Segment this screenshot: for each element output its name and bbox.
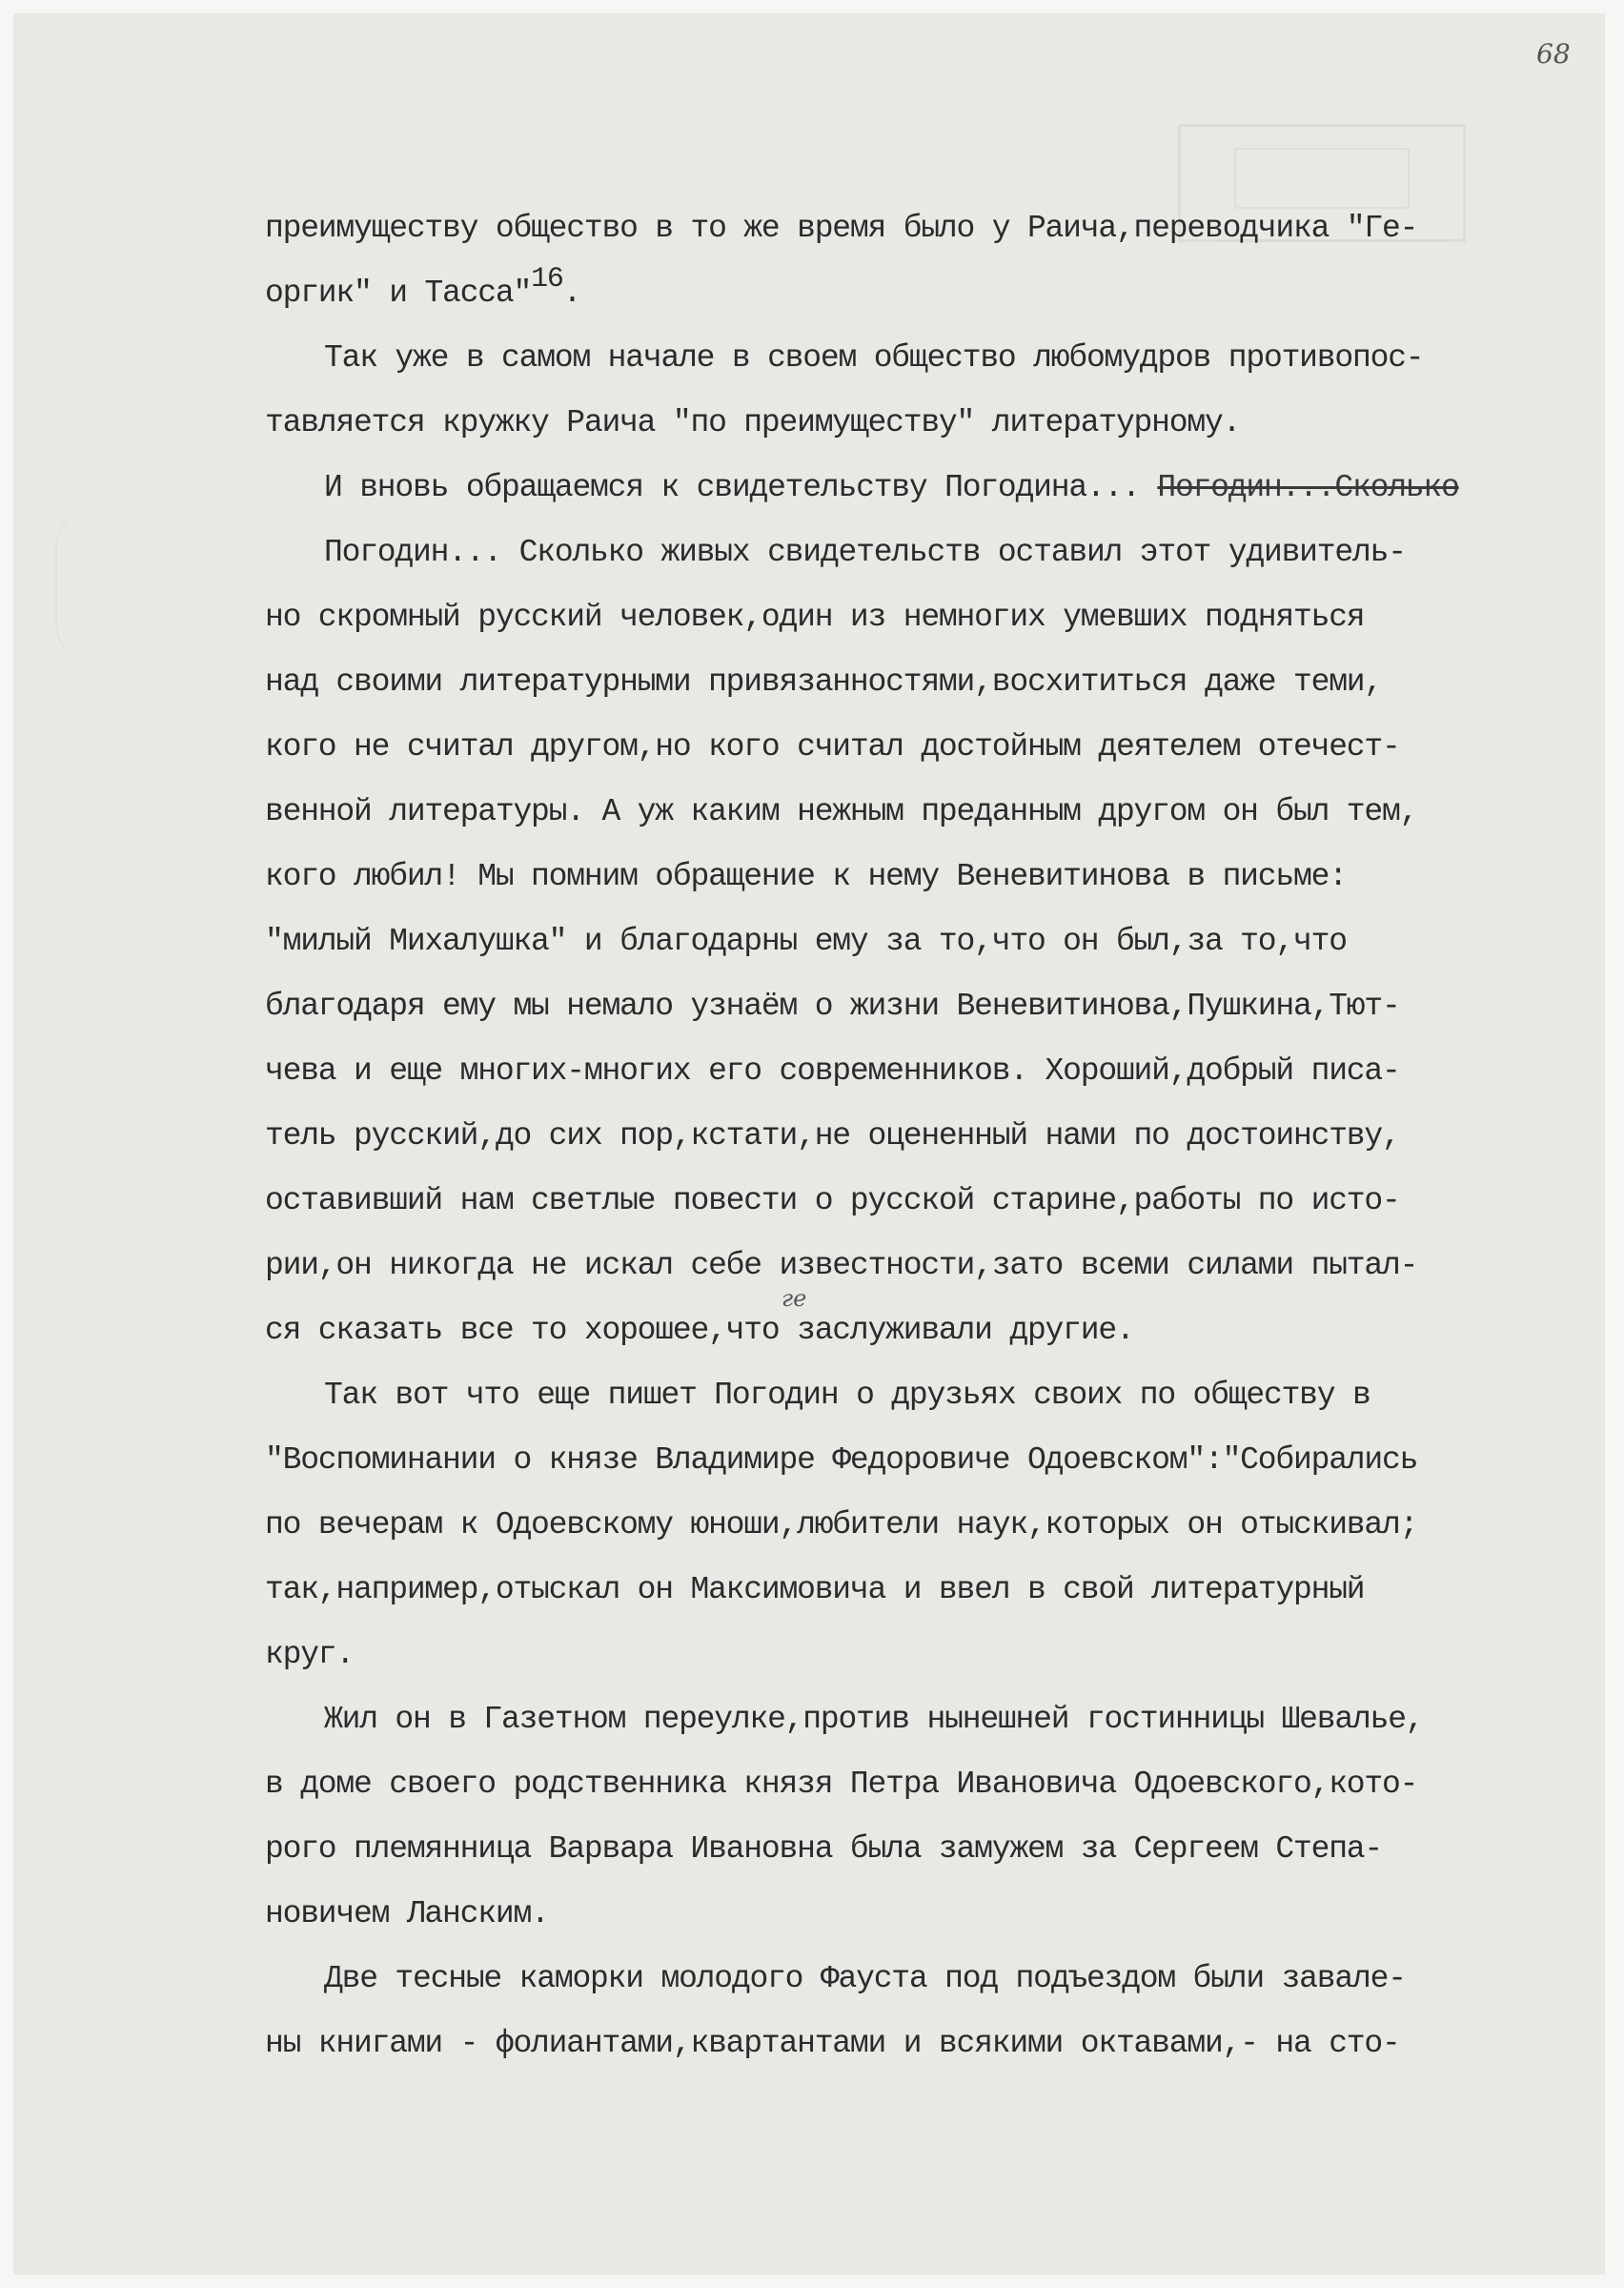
text-line: Жил он в Газетном переулке,против нынешней гостинницы Шевалье, [324,1702,1424,1737]
text-line: в доме своего родственника князя Петра Ивановича Одоевского,кото- [265,1767,1418,1802]
text-line: "Воспоминании о князе Владимире Федоровиче Одоевском":"Собирались [265,1442,1418,1478]
margin-pencil-mark [55,509,162,662]
text-line: кого любил! Мы помним обращение к нему Веневитинова в письме: [265,859,1347,894]
struck-through-text: Погодин...Сколько [1157,470,1459,505]
text-line: благодаря ему мы немало узнаём о жизни Веневитинова,Пушкина,Тют- [265,989,1400,1024]
text-line: круг. [265,1637,355,1672]
text-line: кого не считал другом,но кого считал достойным деятелем отечест- [265,729,1400,765]
text-line: ся сказать все то хорошее,что заслуживали другие. [265,1313,1134,1348]
text-line: по вечерам к Одоевскому юноши,любители наук,которых он отыскивал; [265,1507,1418,1542]
pencil-correction: ге [782,1285,807,1312]
text-line: Так вот что еще пишет Погодин о друзьях своих по обществу в [324,1378,1370,1413]
text-line: ны книгами - фолиантами,квартантами и всякими октавами,- на сто- [265,2026,1400,2061]
body-text [265,196,1594,2076]
text-line: оставивший нам светлые повести о русской старине,работы по исто- [265,1183,1400,1218]
text-line: так,например,отыскал он Максимовича и ввел в свой литературный [265,1572,1365,1607]
text-line: рии,он никогда не искал себе известности,зато всеми силами пытал- [265,1248,1418,1283]
text-line: над своими литературными привязанностями,восхититься даже теми, [265,664,1383,700]
text-line: преимуществу общество в то же время было у Раича,переводчика "Ге- [265,211,1418,246]
text-line: новичем Ланским. [265,1896,549,1931]
text-line: чева и еще многих-многих его современников. Хороший,добрый писа- [265,1053,1400,1089]
page-number: 68 [1536,38,1571,70]
text-line: тель русский,до сих пор,кстати,не оцененный нами по достоинству, [265,1118,1400,1154]
text-line: но скромный русский человек,один из немногих умевших подняться [265,600,1365,635]
text-line: тавляется кружку Раича "по преимуществу" литературному. [265,405,1241,440]
text-line: И вновь обращаемся к свидетельству Погодина... Погодин...Сколько [324,470,1459,505]
footnote-ref: 16 [531,263,563,296]
text-line: венной литературы. А уж каким нежным преданным другом он был тем, [265,794,1418,829]
text-line: Две тесные каморки молодого Фауста под подъездом были завале- [324,1961,1406,1996]
text-line: рого племянница Варвара Ивановна была замужем за Сергеем Степа- [265,1831,1383,1867]
text-line: Погодин... Сколько живых свидетельств оставил этот удивитель- [324,535,1406,570]
text-line: "милый Михалушка" и благодарны ему за то,что он был,за то,что [265,924,1347,959]
text-line: оргик" и Тасса"$^{16}$. [265,263,581,311]
text-line: Так уже в самом начале в своем общество любомудров противопос- [324,340,1424,376]
